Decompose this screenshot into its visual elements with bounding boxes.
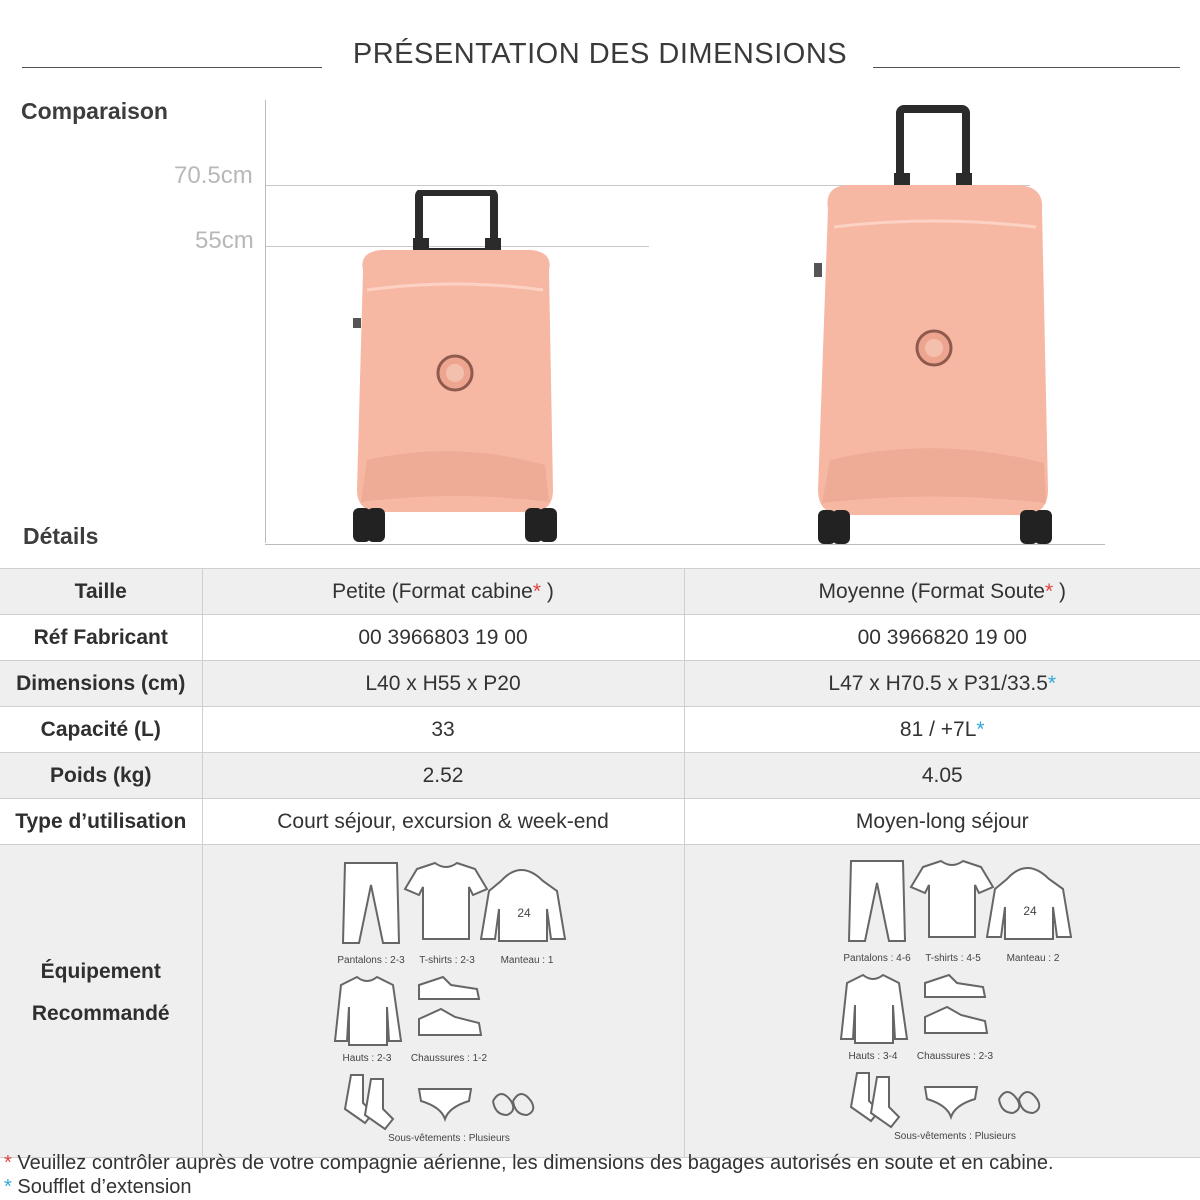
shoe-icon [419,977,479,999]
sneaker-icon [419,1009,481,1035]
caption-coat: Manteau : 1 [500,955,553,966]
ref-medium: 00 3966820 19 00 [684,615,1200,661]
equipment-header: Équipement Recommandé [0,845,202,1158]
size-medium: Moyenne (Format Soute* ) [684,569,1200,615]
capacity-header: Capacité (L) [0,707,202,753]
sneaker-icon [925,1007,987,1033]
briefs-icon [925,1087,977,1117]
equipment-small [202,845,684,1158]
tshirt-icon [911,861,993,937]
weight-header: Poids (kg) [0,753,202,799]
comparison-label: Comparaison [21,98,168,124]
caption-underwear: Sous-vêtements : Plusieurs [893,1131,1016,1142]
bra-icon [999,1092,1039,1113]
table-row-weight [0,753,1200,799]
ref-header: Réf Fabricant [0,615,202,661]
ref-small: 00 3966803 19 00 [202,615,684,661]
caption-tshirts: T-shirts : 4-5 [924,953,981,964]
comparison-axis [265,100,266,543]
title-rule-right [873,67,1180,68]
footnote-extension: * Soufflet d’extension [4,1176,192,1198]
measure-tall-label: 70.5cm [174,162,253,189]
dimensions-medium: L47 x H70.5 x P31/33.5* [684,661,1200,707]
size-small: Petite (Format cabine* ) [202,569,684,615]
caption-tops: Hauts : 3-4 [848,1051,897,1062]
dimensions-small: L40 x H55 x P20 [202,661,684,707]
usage-medium: Moyen-long séjour [684,799,1200,845]
small-suitcase-image [345,190,565,546]
equipment-small-icons [331,857,591,1157]
dimensions-header: Dimensions (cm) [0,661,202,707]
caption-pants: Pantalons : 2-3 [336,955,405,966]
caption-underwear: Sous-vêtements : Plusieurs [387,1133,510,1144]
equipment-medium-icons [837,855,1097,1155]
caption-coat: Manteau : 2 [1006,953,1059,964]
weight-small: 2.52 [202,753,684,799]
footnote-airline: * Veuillez contrôler auprès de votre compagnie aérienne, les dimensions des bagages autorisés en soute et en cabine. [4,1152,1054,1174]
shirt-icon [841,975,907,1043]
table-row-dimensions [0,661,1200,707]
capacity-medium: 81 / +7L* [684,707,1200,753]
briefs-icon [419,1089,471,1119]
page-title: PRÉSENTATION DES DIMENSIONS [352,38,848,70]
table-row-ref [0,615,1200,661]
caption-tshirts: T-shirts : 2-3 [418,955,475,966]
caption-shoes: Chaussures : 2-3 [916,1051,993,1062]
measure-short-label: 55cm [195,227,254,254]
caption-shoes: Chaussures : 1-2 [410,1053,487,1064]
caption-tops: Hauts : 2-3 [342,1053,391,1064]
pants-icon [343,863,399,943]
usage-header: Type d’utilisation [0,799,202,845]
spec-table [0,568,1200,1158]
usage-small: Court séjour, excursion & week-end [202,799,684,845]
shoe-icon [925,975,985,997]
caption-pants: Pantalons : 4-6 [842,953,911,964]
table-row-size [0,569,1200,615]
table-row-usage [0,799,1200,845]
capacity-small: 33 [202,707,684,753]
socks-icon [365,1079,393,1129]
hoodie-number: 24 [516,906,531,920]
weight-medium: 4.05 [684,753,1200,799]
details-label: Détails [23,523,99,549]
medium-suitcase-image [808,105,1058,545]
hoodie-number: 24 [1022,904,1037,918]
table-row-equipment [0,845,1200,1158]
pants-icon [849,861,905,941]
bra-icon [493,1094,533,1115]
shirt-icon [335,977,401,1045]
equipment-medium [684,845,1200,1158]
table-row-capacity [0,707,1200,753]
size-header: Taille [0,569,202,615]
tshirt-icon [405,863,487,939]
socks-icon [871,1077,899,1127]
